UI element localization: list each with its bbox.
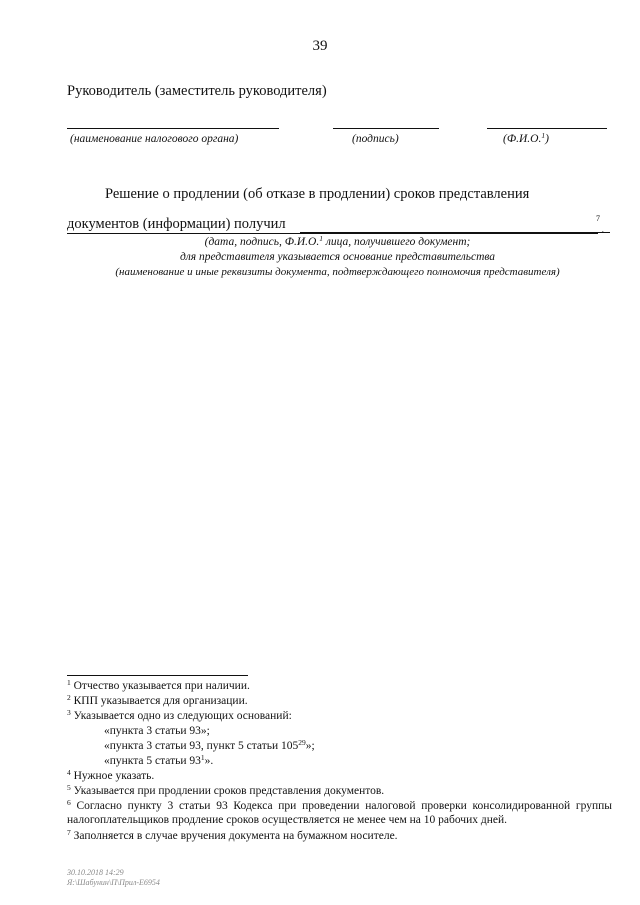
- recipient-fill-line: [67, 233, 598, 234]
- tax-authority-line: [67, 128, 279, 129]
- recipient-caption-3: (наименование и иные реквизиты документа, подтверждающего полномочия представителя): [115, 266, 560, 278]
- footnote-7: $^7$ Заполняется в случае вручения документа на бумажном носителе.: [67, 828, 398, 842]
- received-label: документов (информации) получил: [67, 216, 286, 232]
- file-stamp-path: Я:\Шабунин\П\Прил-Е6954: [67, 878, 160, 887]
- fio-line: [487, 128, 607, 129]
- footnote-2: $^2$ КПП указывается для организации.: [67, 693, 248, 707]
- tax-authority-caption: (наименование налогового органа): [70, 133, 239, 145]
- footnote-3-option-2: «пункта 3 статьи 93, пункт 5 статьи $105^{29}$»;: [104, 738, 315, 752]
- footnote-3: $^3$ Указывается одно из следующих оснований:: [67, 708, 292, 722]
- recipient-caption-2: для представителя указывается основание представительства: [179, 251, 496, 263]
- marker-7: 7: [596, 214, 600, 223]
- signature-line: [333, 128, 439, 129]
- decision-text: Решение о продлении (об отказе в продлении) сроков представления: [105, 186, 530, 202]
- marker-dot: .: [601, 222, 605, 237]
- footnote-separator: [67, 675, 248, 676]
- footnote-3-option-1: «пункта 3 статьи 93»;: [104, 725, 210, 737]
- page-number: 39: [312, 38, 328, 54]
- recipient-caption-1: (дата, подпись, Ф.И.О.$^1$ лица, получившего документ;: [204, 234, 471, 248]
- footnote-3-option-3: «пункта 5 статьи $93^1$».: [104, 753, 214, 767]
- footnote-5: $^5$ Указывается при продлении сроков представления документов.: [67, 783, 385, 797]
- head-title: Руководитель (заместитель руководителя): [67, 83, 327, 99]
- file-stamp-date: 30.10.2018 14:29: [67, 868, 124, 877]
- fio-caption: (Ф.И.О.$^1$): [503, 131, 549, 145]
- signature-caption: (подпись): [352, 133, 399, 145]
- footnote-1: $^1$ Отчество указывается при наличии.: [67, 678, 250, 692]
- footnote-6: $^6$ Согласно пункту 3 статьи 93 Кодекса при проведении налоговой проверки консолидированной группы налогоплательщиков продление сроков осуществляется не менее чем на 10 рабочих дней.: [67, 798, 612, 826]
- footnote-4: $^4$ Нужное указать.: [67, 768, 155, 782]
